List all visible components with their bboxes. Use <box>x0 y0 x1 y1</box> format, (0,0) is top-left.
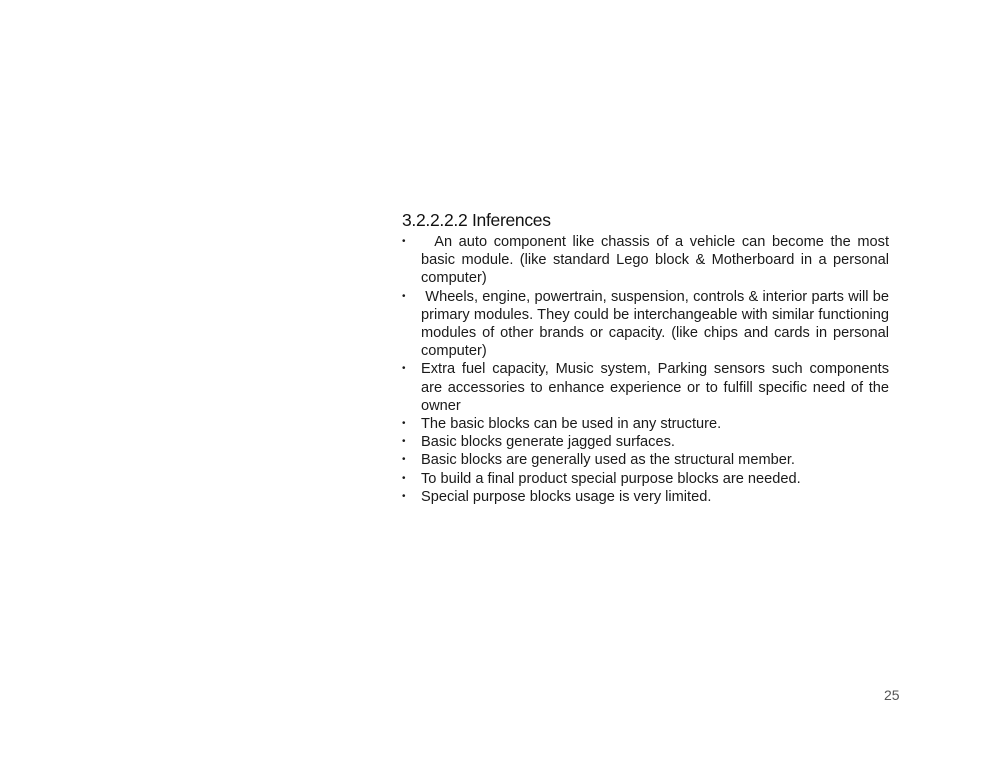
list-item-text: Wheels, engine, powertrain, suspension, controls & interior parts will be primary modules. They could be interchangeable with similar functioning modules of other brands or capacity. (like chips and cards in personal computer) <box>421 288 894 360</box>
bullet-icon: • <box>402 490 406 502</box>
list-item <box>402 233 894 288</box>
bullet-icon: • <box>402 418 406 430</box>
bullet-icon: • <box>402 436 406 448</box>
list-item-text: Basic blocks generate jagged surfaces. <box>421 434 675 451</box>
inferences-list <box>402 233 894 506</box>
bullet-icon: • <box>402 236 406 247</box>
list-item <box>402 360 889 415</box>
bullet-icon: • <box>402 454 406 466</box>
list-item-text: The basic blocks can be used in any structure. <box>421 416 722 433</box>
list-item <box>402 451 889 469</box>
section-heading: 3.2.2.2.2 Inferences <box>402 210 551 230</box>
document-content <box>402 209 894 506</box>
list-item <box>402 433 889 451</box>
list-item <box>402 288 894 361</box>
bullet-icon: • <box>402 363 406 375</box>
list-item-text: To build a final product special purpose blocks are needed. <box>421 470 801 487</box>
list-item <box>402 415 889 433</box>
list-item <box>402 470 889 488</box>
list-item-text: Basic blocks are generally used as the structural member. <box>421 452 795 469</box>
list-item-text: An auto component like chassis of a vehicle can become the most basic module. (like standard Lego block & Motherboard in a personal computer) <box>421 234 894 287</box>
bullet-icon: • <box>402 290 406 302</box>
page-number: 25 <box>884 687 900 703</box>
list-item-text: Extra fuel capacity, Music system, Parking sensors such components are accessories to enhance experience or to fulfill specific need of the owner <box>421 361 889 414</box>
list-item <box>402 488 889 506</box>
bullet-icon: • <box>402 472 406 484</box>
list-item-text: Special purpose blocks usage is very limited. <box>421 488 712 505</box>
